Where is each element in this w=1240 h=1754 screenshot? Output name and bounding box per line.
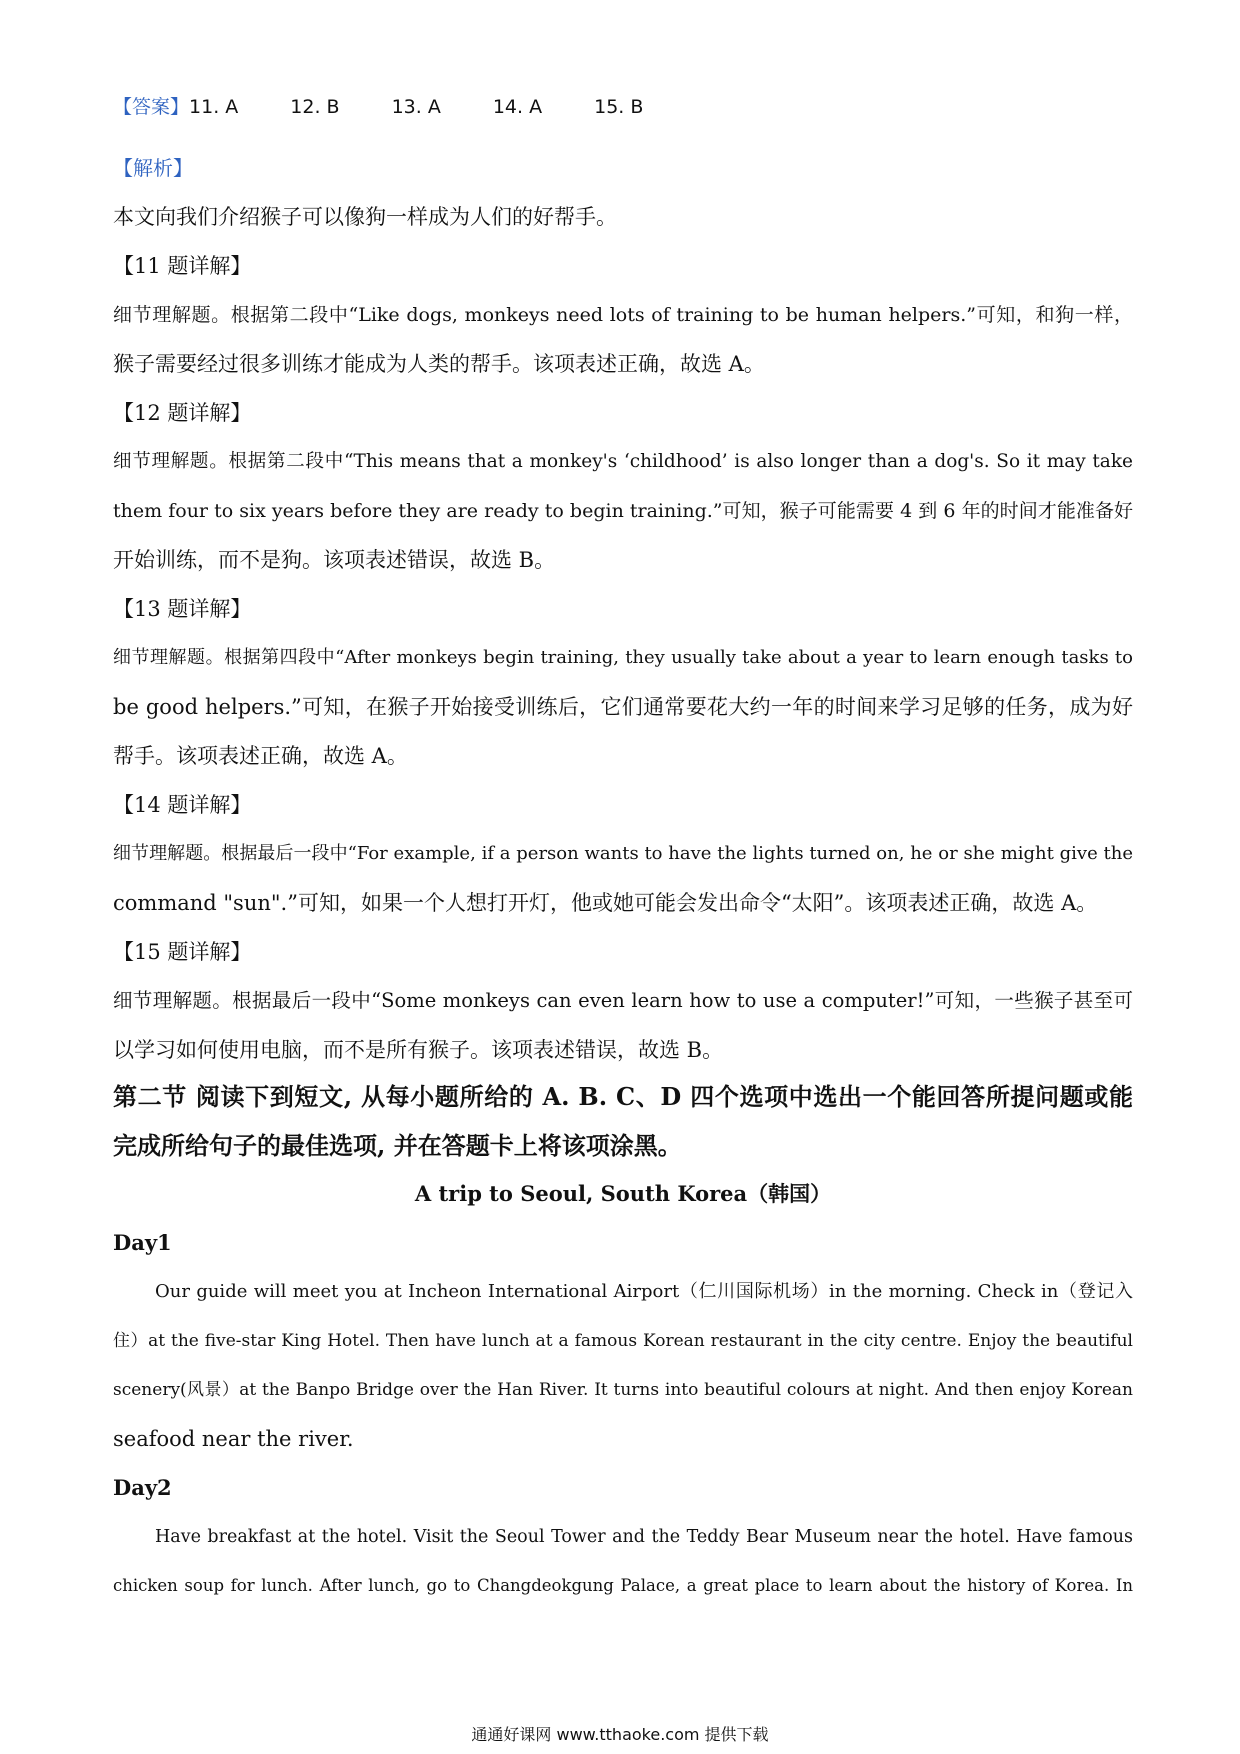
q15-heading: 【15 题详解】 (113, 940, 252, 964)
q12-text: 开始训练，而不是狗。该项表述错误，故选 B。 (113, 548, 556, 572)
answer-item: 11. A (189, 96, 239, 118)
q14-text: command "sun".”可知，如果一个人想打开灯，他或她可能会发出命令“太阳”。该项表述正确，故选 A。 (113, 891, 1098, 915)
q11-heading: 【11 题详解】 (113, 254, 252, 278)
answer-item: 15. B (594, 96, 644, 118)
passage-line: 住）at the five-star King Hotel. Then have lunch at a famous Korean restaurant in the city centre. Enjoy the beautiful (113, 1331, 1133, 1351)
day1-label: Day1 (113, 1230, 172, 1255)
answer-item: 12. B (290, 96, 340, 118)
q12-text: them four to six years before they are ready to begin training.”可知，猴子可能需要 4 到 6 年的时间才能准备好 (113, 500, 1133, 522)
q11-text: 猴子需要经过很多训练才能成为人类的帮手。该项表述正确，故选 A。 (113, 352, 765, 376)
answer-tag: 【答案】 (113, 96, 190, 118)
intro-text: 本文向我们介绍猴子可以像狗一样成为人们的好帮手。 (113, 205, 617, 229)
analysis-tag: 【解析】 (113, 156, 193, 180)
q15-text: 以学习如何使用电脑，而不是所有猴子。该项表述错误，故选 B。 (113, 1038, 724, 1062)
q14-text: 细节理解题。根据最后一段中“For example, if a person wants to have the lights turned on, he or she might give the (113, 843, 1133, 864)
section-heading: 完成所给句子的最佳选项, 并在答题卡上将该项涂黑。 (113, 1131, 682, 1160)
q14-heading: 【14 题详解】 (113, 793, 252, 817)
q15-text: 细节理解题。根据最后一段中“Some monkeys can even learn how to use a computer!”可知，一些猴子甚至可 (113, 989, 1133, 1012)
q12-text: 细节理解题。根据第二段中“This means that a monkey's ‘childhood’ is also longer than a dog's. So it may take (113, 451, 1133, 472)
q11-text: 细节理解题。根据第二段中“Like dogs, monkeys need lots of training to be human helpers.”可知，和狗一样， (113, 304, 1133, 326)
q13-heading: 【13 题详解】 (113, 597, 252, 621)
day2-label: Day2 (113, 1475, 172, 1500)
q12-heading: 【12 题详解】 (113, 401, 252, 425)
passage-line: Have breakfast at the hotel. Visit the Seoul Tower and the Teddy Bear Museum near the hotel. Have famous (155, 1527, 1133, 1547)
answer-item: 14. A (492, 96, 543, 118)
passage-line: Our guide will meet you at Incheon International Airport（仁川国际机场）in the morning. Check in（登记入 (155, 1281, 1133, 1302)
answer-line (113, 92, 1133, 122)
passage-line: chicken soup for lunch. After lunch, go to Changdeokgung Palace, a great place to learn about the history of Korea. In (113, 1576, 1133, 1595)
passage-line: seafood near the river. (113, 1427, 354, 1451)
passage-title: A trip to Seoul, South Korea（韩国） (414, 1181, 832, 1206)
q13-text: 细节理解题。根据第四段中“After monkeys begin training, they usually take about a year to learn enough tasks to (113, 647, 1133, 668)
section-heading: 第二节 阅读下到短文, 从每小题所给的 A. B. C、D 四个选项中选出一个能回答所提问题或能 (113, 1082, 1133, 1111)
passage-line: scenery(风景）at the Banpo Bridge over the Han River. It turns into beautiful colours at night. And then enjoy Korean (113, 1380, 1133, 1400)
q13-text: 帮手。该项表述正确，故选 A。 (113, 744, 408, 768)
q13-text: be good helpers.”可知，在猴子开始接受训练后，它们通常要花大约一年的时间来学习足够的任务，成为好 (113, 695, 1133, 719)
page-footer: 通通好课网 www.tthaoke.com 提供下载 (471, 1725, 769, 1744)
answer-item: 13. A (391, 96, 441, 118)
